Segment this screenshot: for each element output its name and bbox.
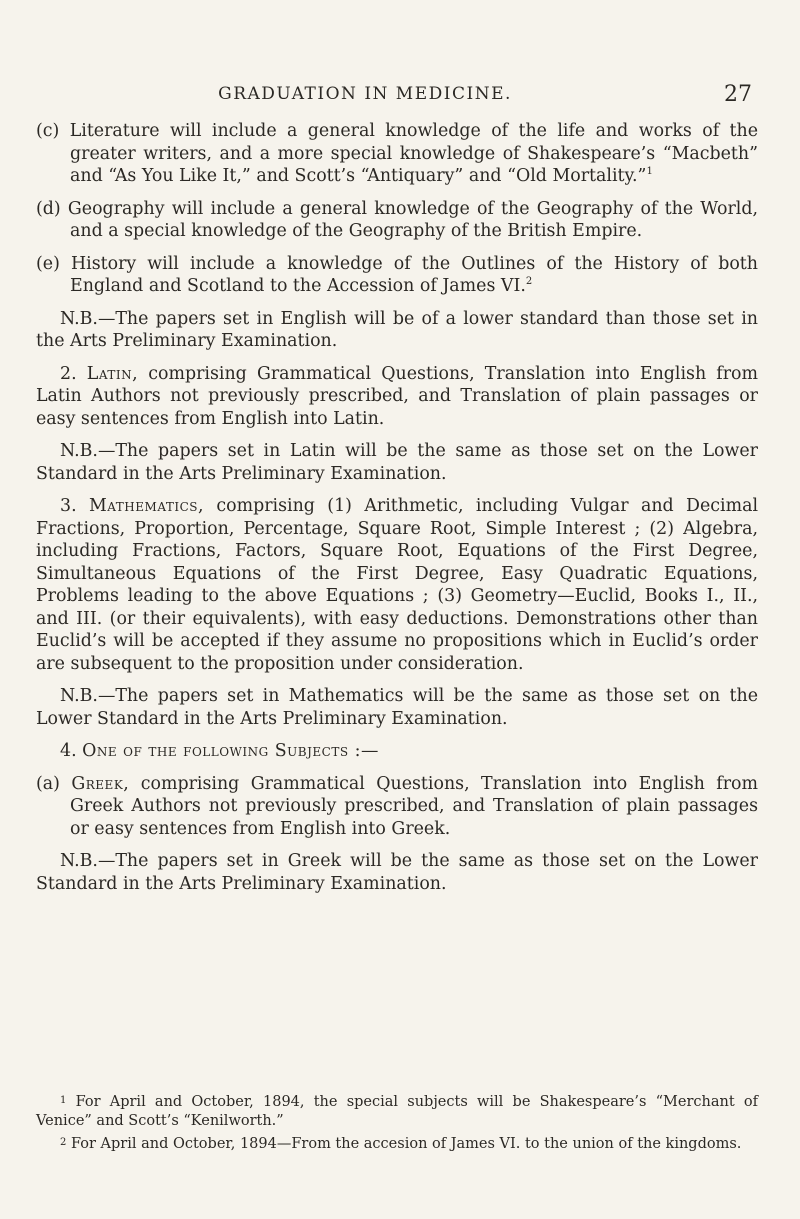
footnote-number: 1 [60, 1095, 67, 1106]
paragraph-one-of-following [36, 740, 758, 763]
item-label-d: (d) [36, 198, 61, 219]
mathematics-text: comprising (1) Arithmetic, including Vulgar and Decimal Fractions, Proportion, Percentage, Square Root, Simple Interest ; (2) Algebra, including Fractions, Factors, Square Root, Equations of the First Degree, Simultaneous Equations of the First Degree, Easy Quadratic Equations, Problems leading to the above Equations ; (3) Geometry—Euclid, Books I., II., and III. (or their equivalents), with easy deductions. Demonstrations other than Euclid’s will be accepted if they assume no propositions which in Euclid’s order are subsequent to the proposition under consideration. [36, 496, 759, 674]
paragraph-geography [36, 198, 758, 243]
note-greek-papers: N.B.—The papers set in Greek will be the same as those set on the Lower Standard in the Arts Preliminary Examination. [36, 851, 758, 894]
page-body [36, 120, 758, 905]
paragraph-literature [36, 120, 758, 188]
footnote-text: For April and October, 1894—From the accesion of James VI. to the union of the kingdoms. [70, 1136, 742, 1152]
latin-subject: Latin, [86, 363, 139, 384]
note-english-papers: N.B.—The papers set in English will be of a lower standard than those set in the Arts Preliminary Examination. [36, 308, 758, 351]
geography-text: Geography will include a general knowledge of the Geography of the World, and a special knowledge of the Geography of the British Empire. [67, 198, 759, 241]
footnote-ref-2: 2 [525, 276, 533, 288]
item-label-e: (e) [36, 253, 60, 274]
running-head [0, 84, 800, 108]
footnote-ref-1: 1 [646, 166, 653, 178]
footnote-text: For April and October, 1894, the special subjects will be Shakespeare’s “Merchant of Venice” and Scott’s “Kenilworth.” [36, 1094, 758, 1129]
history-text: History will include a knowledge of the Outlines of the History of both England and Scotland to the Accession of James VI. [70, 253, 758, 296]
note-latin-papers: N.B.—The papers set in Latin will be the same as those set on the Lower Standard in the Arts Preliminary Examination. [36, 441, 758, 484]
item-label-c: (c) [36, 121, 60, 141]
literature-text: Literature will include a general knowledge of the life and works of the greater writers, and a more special knowledge of Shakespeare’s “Macbeth” and “As You Like It,” and Scott’s “Antiquary” and “Old Mortality.” [69, 121, 758, 186]
page-number: 27 [724, 82, 752, 107]
mathematics-subject: Mathematics, [88, 496, 205, 516]
note-mathematics-papers: N.B.—The papers set in Mathematics will be the same as those set on the Lower Standard in the Arts Preliminary Examination. [36, 686, 758, 729]
paragraph-mathematics [36, 495, 758, 675]
footnote [36, 1092, 758, 1130]
footnote-number: 2 [60, 1137, 67, 1148]
latin-text: comprising Grammatical Questions, Translation into English from Latin Authors not previously prescribed, and Translation of plain passages or easy sentences from English into Latin. [36, 363, 759, 429]
greek-subject: Greek, [71, 773, 130, 794]
footnotes [36, 1092, 758, 1158]
paragraph-greek [36, 773, 758, 841]
running-title: GRADUATION IN MEDICINE. [218, 84, 512, 104]
greek-text: comprising Grammatical Questions, Translation into English from Greek Authors not previously prescribed, and Translation of plain passages or easy sentences from English into Greek. [70, 773, 759, 839]
mathematics-number: 3. [60, 496, 77, 516]
latin-number: 2. [60, 363, 77, 384]
one-of-heading: One of the following Subjects :— [82, 741, 379, 761]
paragraph-latin [36, 363, 758, 431]
footnote [36, 1134, 758, 1154]
paragraph-history [36, 253, 758, 298]
item-label-a: (a) [36, 773, 60, 794]
one-of-number: 4. [60, 741, 77, 761]
